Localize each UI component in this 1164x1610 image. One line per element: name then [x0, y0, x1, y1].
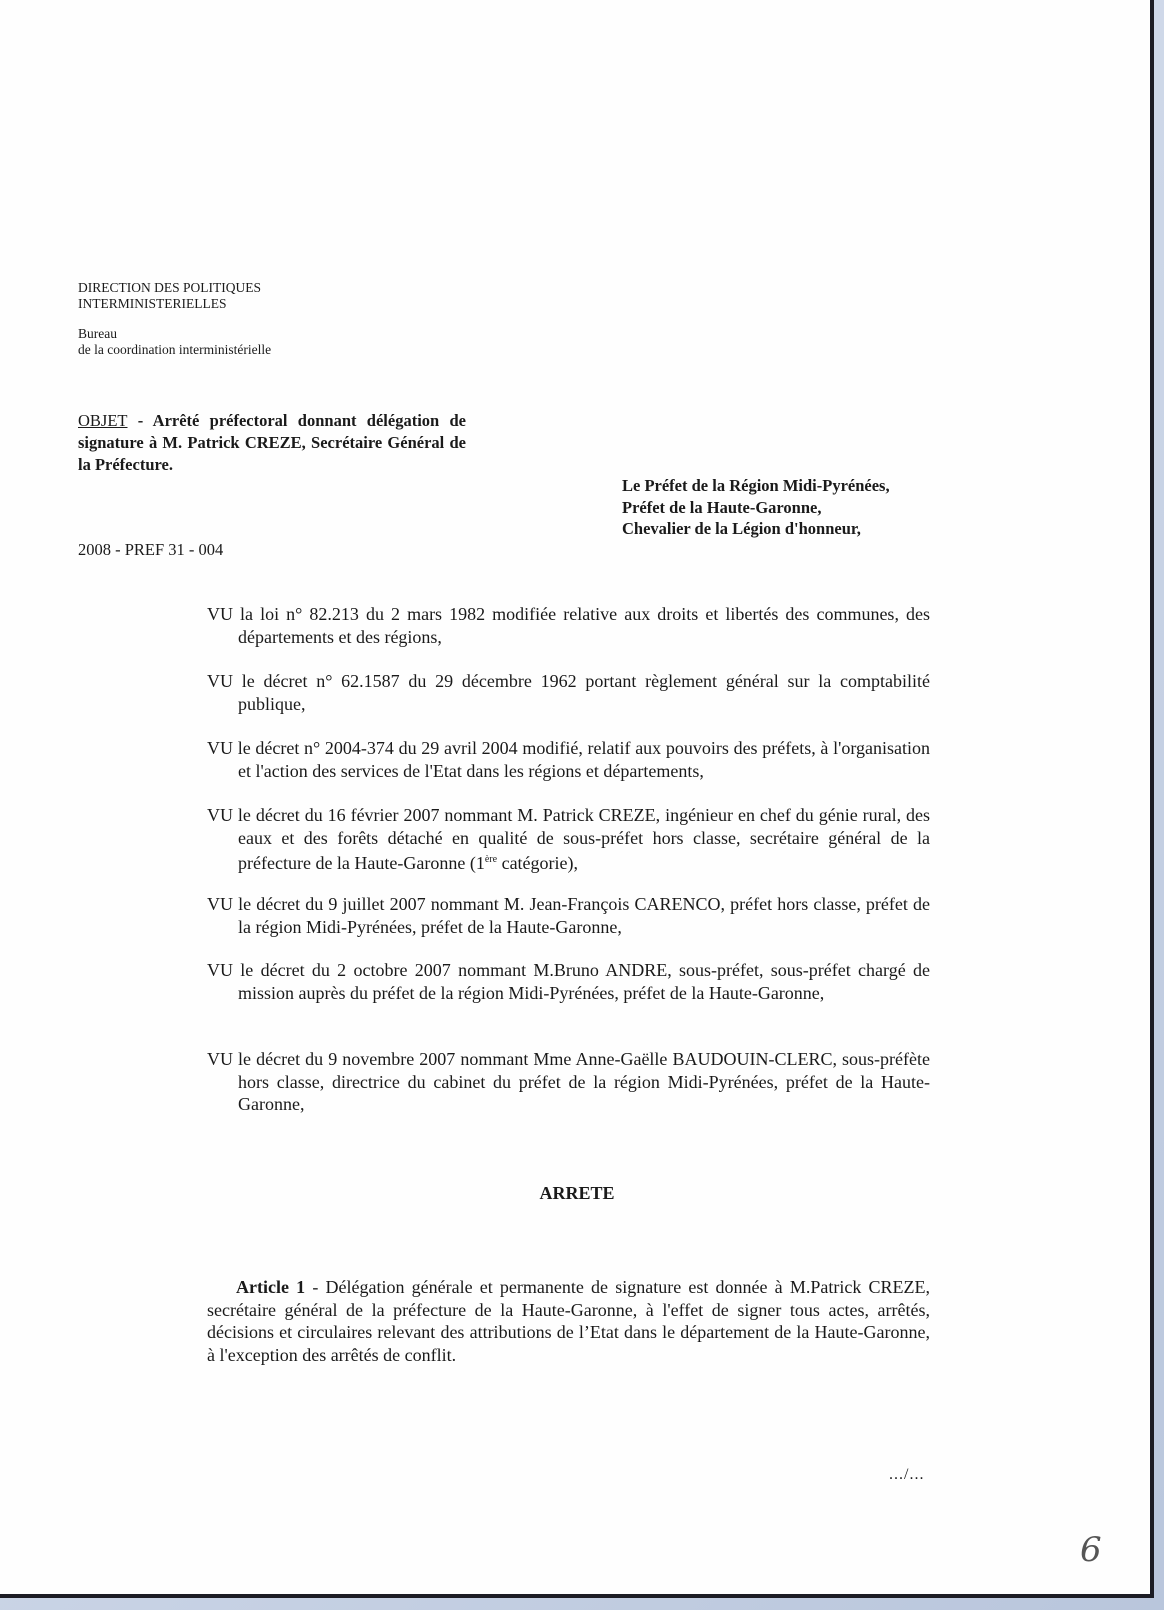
prefet-line3: Chevalier de la Légion d'honneur,: [622, 519, 861, 538]
continuation-mark: .../...: [889, 1466, 925, 1483]
article-1-label: Article 1: [236, 1277, 306, 1297]
article-1: [207, 1276, 930, 1366]
visa-3: VU le décret n° 2004-374 du 29 avril 2004 modifié, relatif aux pouvoirs des préfets, à l'organisation et l'action des services de l'Etat dans les régions et départements,: [207, 738, 930, 781]
prefet-line2: Préfet de la Haute-Garonne,: [622, 497, 822, 517]
visa-4-sup: ère: [484, 854, 498, 865]
visa-7: VU le décret du 9 novembre 2007 nommant Mme Anne-Gaëlle BAUDOUIN-CLERC, sous-préfète hors classe, directrice du cabinet du préfet de la région Midi-Pyrénées, préfet de la Haute-Garonne,: [207, 1049, 930, 1114]
bureau-line1: Bureau: [78, 326, 117, 341]
visa-2: VU le décret n° 62.1587 du 29 décembre 1962 portant règlement général sur la comptabilité publique,: [207, 671, 930, 714]
prefet-line1: Le Préfet de la Région Midi-Pyrénées,: [622, 476, 890, 495]
direction-heading: [78, 280, 261, 312]
arrete-title: ARRETE: [539, 1183, 615, 1203]
visa-4-text: VU le décret du 16 février 2007 nommant M. Patrick CREZE, ingénieur en chef du génie rural, des eaux et des forêts détaché en qualité de sous-préfet hors classe, secrétaire général de la préfecture de la Haute-Garonne (1: [207, 805, 930, 873]
article-1-text: - Délégation générale et permanente de signature est donnée à M.Patrick CREZE, secrétaire général de la préfecture de la Haute-Garonne, à l'effet de signer tous actes, arrêtés, décisions et circulaires relevant des attributions de l’Etat dans le département de la Haute-Garonne, à l'exception des arrêtés de conflit.: [207, 1277, 930, 1365]
visa-4: [207, 804, 930, 875]
bureau-heading: [78, 326, 271, 358]
visa-1: VU la loi n° 82.213 du 2 mars 1982 modifiée relative aux droits et libertés des communes, des départements et des régions,: [207, 604, 930, 647]
reference-number: 2008 - PREF 31 - 004: [78, 540, 224, 559]
visa-5: VU le décret du 9 juillet 2007 nommant M. Jean-François CARENCO, préfet hors classe, préfet de la région Midi-Pyrénées, préfet de la Haute-Garonne,: [207, 894, 930, 937]
visa-4-end: catégorie),: [497, 853, 579, 873]
objet-text: - Arrêté préfectoral donnant délégation de signature à M. Patrick CREZE, Secrétaire Général de la Préfecture.: [78, 411, 466, 474]
objet-block: [78, 410, 466, 476]
direction-line2: INTERMINISTERIELLES: [78, 296, 227, 311]
handwritten-page-number: 6: [1080, 1530, 1102, 1570]
direction-line1: DIRECTION DES POLITIQUES: [78, 280, 261, 295]
objet-label: OBJET: [78, 411, 128, 430]
prefet-block: [622, 475, 890, 540]
visa-6: VU le décret du 2 octobre 2007 nommant M.Bruno ANDRE, sous-préfet, sous-préfet chargé de mission auprès du préfet de la région Midi-Pyrénées, préfet de la Haute-Garonne,: [207, 960, 930, 1003]
bureau-line2: de la coordination interministérielle: [78, 342, 272, 357]
